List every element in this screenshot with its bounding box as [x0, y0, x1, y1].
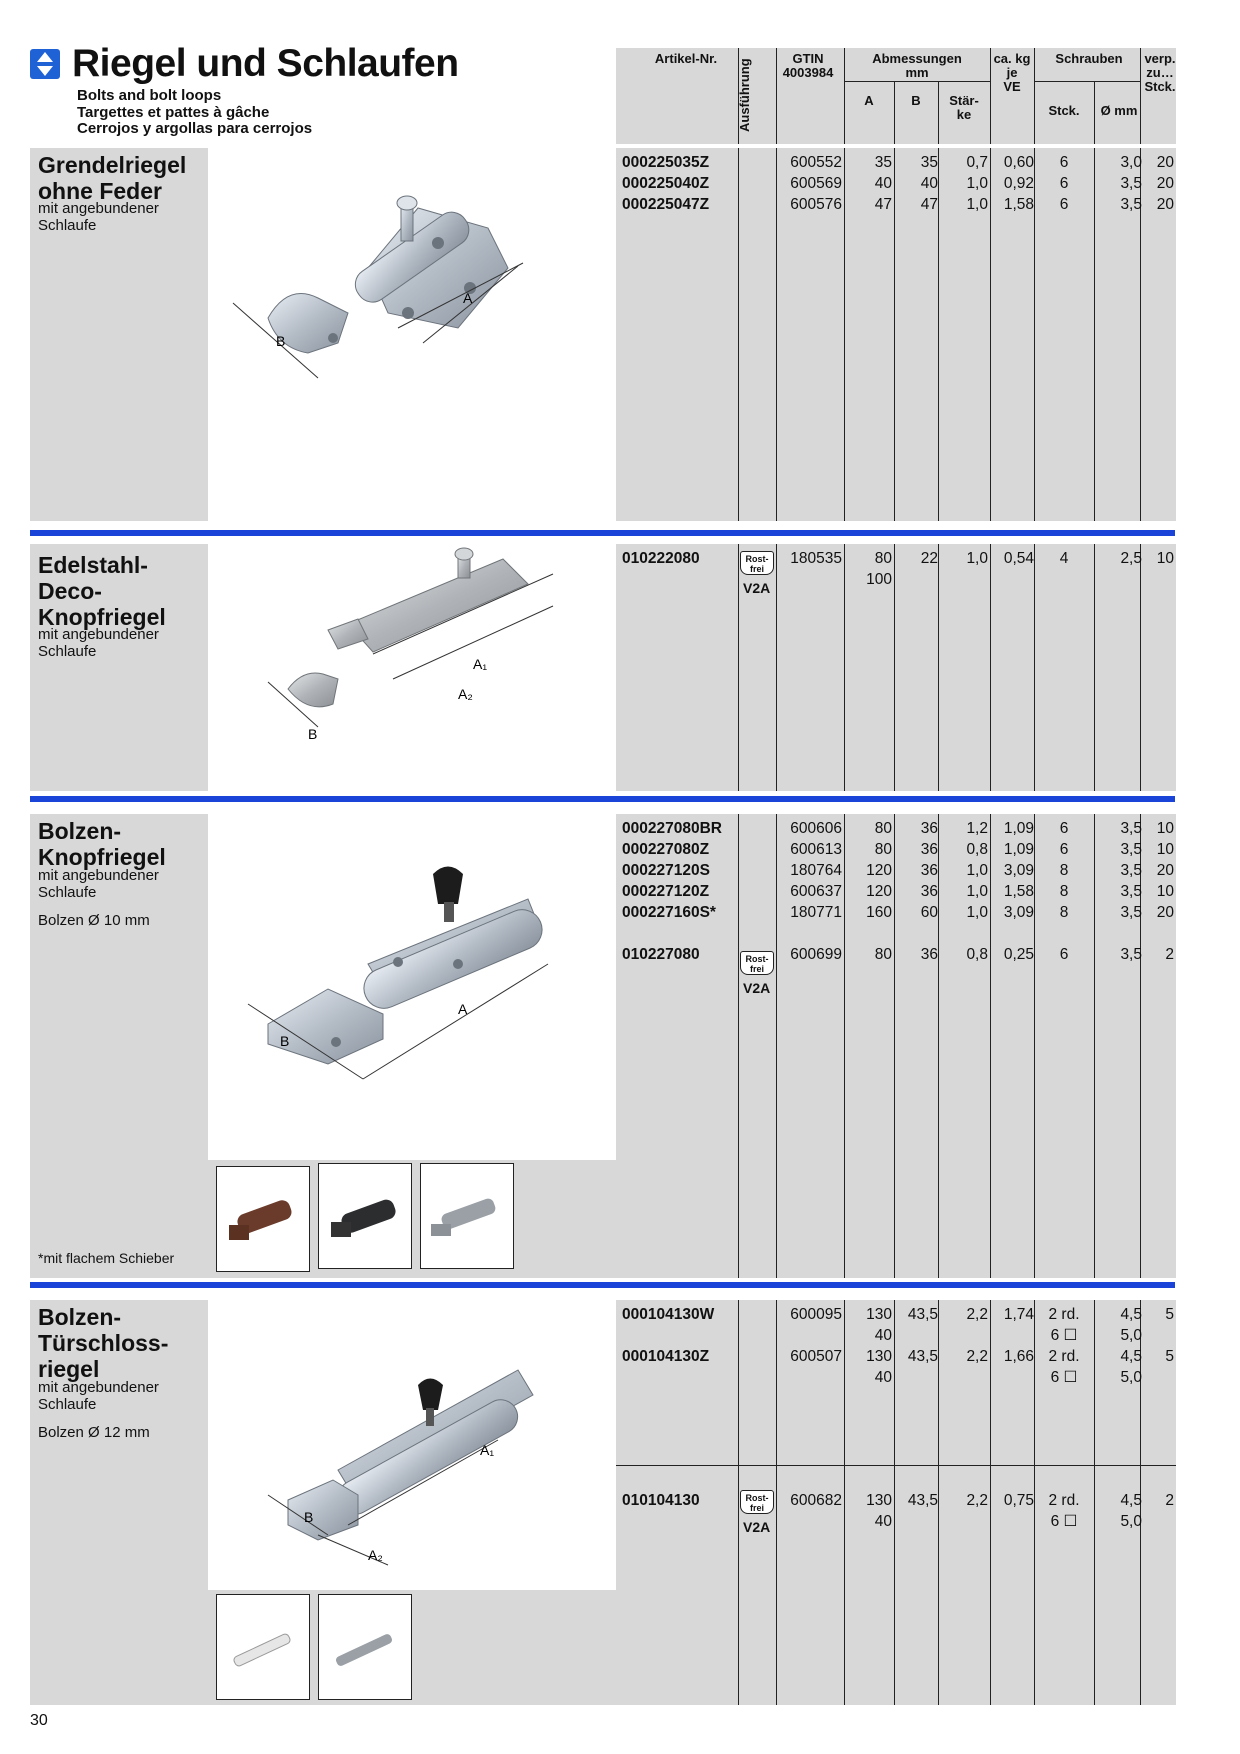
- tuerschlossriegel-image: [208, 1300, 616, 1590]
- cell-b: 36: [920, 946, 938, 963]
- cell-kg: 0,60: [1003, 154, 1034, 171]
- rostfrei-badge: Rost- frei: [740, 551, 774, 575]
- cell-dia: 4,5 5,0: [1120, 1348, 1142, 1386]
- column-divider: [1094, 148, 1095, 521]
- cell-verp: 20: [1156, 175, 1174, 192]
- thumb-white-variant: [216, 1594, 310, 1700]
- cell-gtin: 180764: [790, 862, 842, 879]
- cell-a: 160: [866, 904, 892, 921]
- column-divider: [938, 814, 939, 1278]
- col-ausfuehrung: Ausführung: [737, 58, 752, 132]
- column-divider: [738, 1300, 739, 1705]
- cell-dia: 3,5: [1120, 946, 1142, 963]
- cell-b: 47: [920, 196, 938, 213]
- cell-gtin: 600552: [790, 154, 842, 171]
- cell-stck: 2 rd. 6 ☐: [1048, 1492, 1080, 1530]
- cell-kg: 1,09: [1003, 841, 1034, 858]
- cell-verp: 2: [1165, 1492, 1174, 1509]
- thumb-brown-variant: [216, 1166, 310, 1272]
- cell-a: 130 40: [866, 1348, 892, 1386]
- cell-s: 0,7: [966, 154, 988, 171]
- cell-kg: 1,58: [1003, 196, 1034, 213]
- dim-label-a1: A₁: [473, 656, 488, 672]
- cell-verp: 20: [1156, 196, 1174, 213]
- cell-verp: 10: [1156, 883, 1174, 900]
- col-gtin-prefix: 4003984: [782, 65, 834, 80]
- cell-a: 80: [874, 946, 892, 963]
- cell-s: 1,0: [966, 904, 988, 921]
- dim-label-a2: A₂: [458, 686, 473, 702]
- column-divider: [776, 1300, 777, 1705]
- row-group-separator: [616, 1465, 1176, 1466]
- section-divider: [30, 796, 1175, 802]
- cell-art: 000225047Z: [622, 196, 710, 213]
- cell-art: 000227120Z: [622, 883, 710, 900]
- cell-kg: 0,92: [1003, 175, 1034, 192]
- column-divider: [776, 148, 777, 521]
- page-number: 30: [30, 1712, 48, 1729]
- section-3-photo: [208, 814, 616, 1160]
- cell-stck: 6: [1059, 154, 1069, 171]
- cell-stck: 6: [1059, 841, 1069, 858]
- cell-art: 010227080: [622, 946, 700, 963]
- cell-s: 1,0: [966, 883, 988, 900]
- column-divider: [938, 544, 939, 791]
- cell-dia: 4,5 5,0: [1120, 1492, 1142, 1530]
- cell-a: 35: [874, 154, 892, 171]
- cell-verp: 10: [1156, 841, 1174, 858]
- subtitle-es: Cerrojos y argollas para cerrojos: [77, 120, 313, 137]
- page-subtitles: [77, 88, 312, 138]
- cell-b: 22: [920, 550, 938, 567]
- cell-a: 80: [874, 820, 892, 837]
- section-4-title: Bolzen- Türschloss- riegel: [38, 1304, 169, 1382]
- cell-gtin: 600507: [790, 1348, 842, 1365]
- cell-stck: 8: [1059, 862, 1069, 879]
- cell-gtin: 600569: [790, 175, 842, 192]
- cell-gtin: 600613: [790, 841, 842, 858]
- cell-a: 80: [874, 841, 892, 858]
- column-divider: [990, 544, 991, 791]
- col-verp: verp. zu… Stck.: [1144, 51, 1176, 94]
- cell-gtin: 600576: [790, 196, 842, 213]
- cell-b: 36: [920, 820, 938, 837]
- dim-label-a1-4: A₁: [480, 1442, 495, 1458]
- subtitle-en: Bolts and bolt loops: [77, 87, 222, 104]
- cell-art: 000227160S*: [622, 904, 716, 921]
- cell-b: 43,5: [907, 1348, 938, 1365]
- cell-b: 35: [920, 154, 938, 171]
- rostfrei-badge: Rost- frei: [740, 1490, 774, 1514]
- column-divider: [844, 148, 845, 521]
- section-2-table-panel: [616, 544, 1176, 791]
- column-divider: [738, 148, 739, 521]
- cell-art: 000225035Z: [622, 154, 710, 171]
- column-divider: [894, 544, 895, 791]
- column-divider: [844, 814, 845, 1278]
- cell-art: 010222080: [622, 550, 700, 567]
- column-divider: [1094, 814, 1095, 1278]
- cell-kg: 1,58: [1003, 883, 1034, 900]
- bolzen-knopfriegel-image: [208, 814, 616, 1160]
- section-2-title: Edelstahl- Deco- Knopfriegel: [38, 552, 166, 630]
- section-4-note: Bolzen Ø 12 mm: [38, 1424, 150, 1441]
- cell-b: 60: [920, 904, 938, 921]
- cell-dia: 3,5: [1120, 883, 1142, 900]
- cell-stck: 6: [1059, 946, 1069, 963]
- section-1-subtitle: mit angebundener Schlaufe: [38, 200, 159, 234]
- cell-b: 40: [920, 175, 938, 192]
- cell-stck: 2 rd. 6 ☐: [1048, 1306, 1080, 1344]
- cell-kg: 0,54: [1003, 550, 1034, 567]
- section-3-footnote: *mit flachem Schieber: [38, 1250, 175, 1266]
- cell-gtin: 180771: [790, 904, 842, 921]
- cell-dia: 3,0: [1120, 154, 1142, 171]
- cell-dia: 4,5 5,0: [1120, 1306, 1142, 1344]
- cell-gtin: 600637: [790, 883, 842, 900]
- column-divider: [1034, 544, 1035, 791]
- cell-art: 000227080BR: [622, 820, 722, 837]
- cell-verp: 10: [1156, 550, 1174, 567]
- dim-label-a2-4: A₂: [368, 1547, 383, 1563]
- dim-label-b-3: B: [280, 1033, 290, 1049]
- section-2-subtitle: mit angebundener Schlaufe: [38, 626, 159, 660]
- section-2-photo: [208, 544, 616, 791]
- column-divider: [938, 148, 939, 521]
- cell-art: 000104130W: [622, 1306, 715, 1323]
- cell-verp: 2: [1165, 946, 1174, 963]
- column-divider: [1094, 1300, 1095, 1705]
- cell-kg: 0,25: [1003, 946, 1034, 963]
- cell-s: 2,2: [966, 1492, 988, 1509]
- cell-b: 36: [920, 841, 938, 858]
- column-divider: [776, 814, 777, 1278]
- cell-a: 120: [866, 862, 892, 879]
- cell-gtin: 180535: [790, 550, 842, 567]
- cell-stck: 4: [1059, 550, 1069, 567]
- cell-a: 40: [874, 175, 892, 192]
- v2a-label: V2A: [743, 580, 771, 596]
- cell-dia: 3,5: [1120, 862, 1142, 879]
- cell-kg: 1,66: [1003, 1348, 1034, 1365]
- col-gtin: GTIN: [792, 51, 824, 66]
- col-kg: ca. kg je VE: [993, 51, 1031, 94]
- cell-b: 36: [920, 883, 938, 900]
- cell-dia: 3,5: [1120, 175, 1142, 192]
- cell-verp: 20: [1156, 904, 1174, 921]
- dim-label-b-4: B: [304, 1509, 314, 1525]
- section-3-subtitle: mit angebundener Schlaufe: [38, 867, 159, 901]
- column-divider: [738, 814, 739, 1278]
- column-divider: [844, 1300, 845, 1705]
- cell-s: 1,0: [966, 175, 988, 192]
- cell-s: 2,2: [966, 1348, 988, 1365]
- cell-kg: 0,75: [1003, 1492, 1034, 1509]
- dim-label-a-3: A: [458, 1001, 468, 1017]
- section-divider: [30, 530, 1175, 536]
- section-divider: [30, 1282, 1175, 1288]
- col-a: A: [864, 93, 874, 108]
- cell-a: 130 40: [866, 1306, 892, 1344]
- section-1-photo: [208, 148, 616, 521]
- col-dia: Ø mm: [1100, 103, 1138, 118]
- cell-verp: 20: [1156, 154, 1174, 171]
- cell-dia: 3,5: [1120, 820, 1142, 837]
- cell-gtin: 600095: [790, 1306, 842, 1323]
- cell-b: 36: [920, 862, 938, 879]
- cell-dia: 3,5: [1120, 904, 1142, 921]
- col-staerke: Stär- ke: [949, 93, 979, 122]
- thumb-zinc-variant: [318, 1594, 412, 1700]
- cell-art: 000227120S: [622, 862, 710, 879]
- col-abm-unit: mm: [905, 65, 929, 80]
- cell-s: 1,0: [966, 550, 988, 567]
- brand-logo-icon: [30, 49, 60, 79]
- cell-gtin: 600682: [790, 1492, 842, 1509]
- deco-knopfriegel-image: [208, 544, 616, 791]
- section-3-title: Bolzen- Knopfriegel: [38, 818, 166, 870]
- cell-kg: 3,09: [1003, 904, 1034, 921]
- subtitle-fr: Targettes et pattes à gâche: [77, 103, 270, 121]
- table-header: [616, 48, 1176, 144]
- cell-s: 1,2: [966, 820, 988, 837]
- cell-gtin: 600606: [790, 820, 842, 837]
- column-divider: [1094, 544, 1095, 791]
- col-artikel: Artikel-Nr.: [654, 51, 718, 66]
- cell-art: 000225040Z: [622, 175, 710, 192]
- cell-s: 2,2: [966, 1306, 988, 1323]
- cell-stck: 6: [1059, 196, 1069, 213]
- column-divider: [938, 1300, 939, 1705]
- cell-stck: 8: [1059, 904, 1069, 921]
- cell-art: 000104130Z: [622, 1348, 710, 1365]
- cell-a: 120: [866, 883, 892, 900]
- cell-dia: 3,5: [1120, 196, 1142, 213]
- section-4-photo: [208, 1300, 616, 1590]
- cell-art: 010104130: [622, 1492, 700, 1509]
- cell-s: 1,0: [966, 862, 988, 879]
- cell-a: 130 40: [866, 1492, 892, 1530]
- cell-s: 1,0: [966, 196, 988, 213]
- cell-verp: 5: [1165, 1306, 1174, 1323]
- thumb-black-variant: [318, 1163, 412, 1269]
- cell-stck: 6: [1059, 820, 1069, 837]
- cell-a: 80 100: [866, 550, 892, 588]
- cell-verp: 20: [1156, 862, 1174, 879]
- thumb-steel-variant: [420, 1163, 514, 1269]
- cell-stck: 6: [1059, 175, 1069, 192]
- v2a-label: V2A: [743, 980, 771, 996]
- section-4-subtitle: mit angebundener Schlaufe: [38, 1379, 159, 1413]
- column-divider: [776, 544, 777, 791]
- cell-kg: 3,09: [1003, 862, 1034, 879]
- column-divider: [1140, 544, 1141, 791]
- section-1-title: Grendelriegel ohne Feder: [38, 152, 187, 204]
- column-divider: [738, 544, 739, 791]
- cell-verp: 5: [1165, 1348, 1174, 1365]
- cell-b: 43,5: [907, 1306, 938, 1323]
- dim-label-b: B: [276, 333, 286, 349]
- page-title: Riegel und Schlaufen: [72, 42, 459, 85]
- dim-label-a: A: [463, 290, 473, 306]
- cell-gtin: 600699: [790, 946, 842, 963]
- column-divider: [844, 544, 845, 791]
- cell-dia: 3,5: [1120, 841, 1142, 858]
- cell-dia: 2,5: [1120, 550, 1142, 567]
- dim-label-b-2: B: [308, 726, 318, 742]
- cell-b: 43,5: [907, 1492, 938, 1509]
- cell-kg: 1,09: [1003, 820, 1034, 837]
- cell-art: 000227080Z: [622, 841, 710, 858]
- grendelriegel-image: [208, 148, 616, 521]
- cell-s: 0,8: [966, 946, 988, 963]
- cell-a: 47: [874, 196, 892, 213]
- section-3-note: Bolzen Ø 10 mm: [38, 912, 150, 929]
- col-abmessungen: Abmessungen: [872, 51, 962, 66]
- col-stck: Stck.: [1048, 103, 1080, 118]
- v2a-label: V2A: [743, 1519, 771, 1535]
- col-schrauben: Schrauben: [1055, 51, 1123, 66]
- rostfrei-badge: Rost- frei: [740, 951, 774, 975]
- cell-stck: 8: [1059, 883, 1069, 900]
- cell-s: 0,8: [966, 841, 988, 858]
- cell-kg: 1,74: [1003, 1306, 1034, 1323]
- cell-verp: 10: [1156, 820, 1174, 837]
- col-b: B: [911, 93, 921, 108]
- cell-stck: 2 rd. 6 ☐: [1048, 1348, 1080, 1386]
